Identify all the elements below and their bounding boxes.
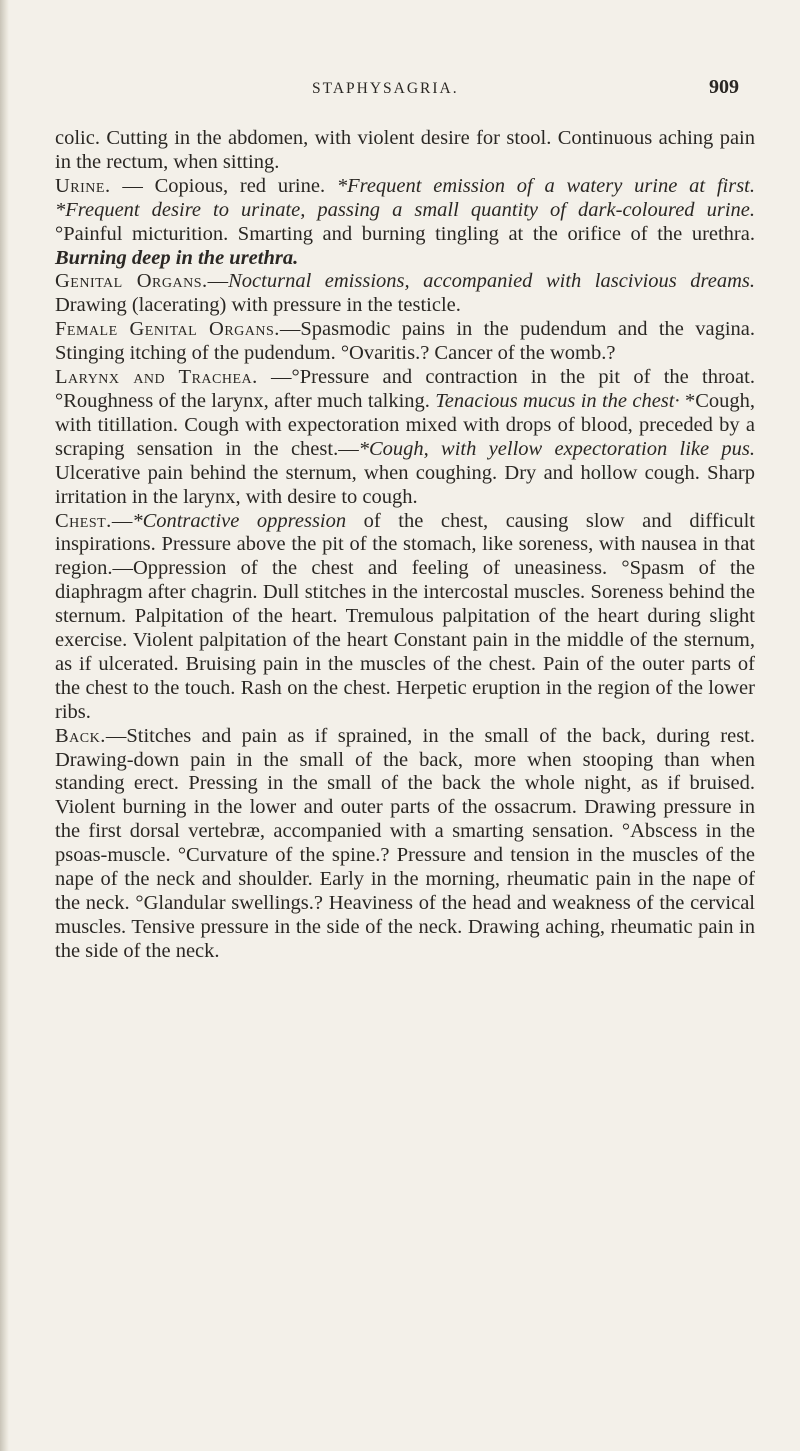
running-title: STAPHYSAGRIA. xyxy=(312,80,459,97)
text-run: —Stitches and pain as if sprained, in the small of the back, during rest. Drawing-down pain in the small of the back, more when stooping than when standing erect. Pressing in the small of the back the whole night, as if bruised. Violent burning in the lower and outer parts of the ossacrum. Drawing pressure in the first dorsal vertebræ, accompanied with a smarting sensation. °Abscess in the psoas-muscle. °Curvature of the spine.? Pressure and tension in the muscles of the nape of the neck and shoulder. Early in the morning, rheumatic pain in the nape of the neck. °Glandular swellings.? Heaviness of the head and weakness of the cervical muscles. Tensive pressure in the side of the neck. Drawing aching, rheumatic pain in the side of the neck. xyxy=(55,724,755,962)
text-run: *Cough, with yellow expectoration like pus. xyxy=(358,437,755,460)
text-run: —Spasmodic pains in the pudendum and the vagina. Stinging itching of the pudendum. °Ovaritis.? Cancer of the womb.? xyxy=(55,318,755,365)
text-run: colic. Cutting in the abdomen, with violent desire for stool. Continuous aching pain in the rectum, when sitting. xyxy=(55,127,755,173)
page-header xyxy=(0,76,800,106)
text-run: °Painful micturition. Smarting and burning tingling at the orifice of the urethra. xyxy=(55,222,755,245)
text-run: Burning deep in the urethra. xyxy=(55,246,299,269)
paragraph xyxy=(55,127,755,175)
paragraph xyxy=(55,366,755,509)
paragraph xyxy=(55,318,755,366)
section-heading: Back. xyxy=(55,724,106,747)
body-text xyxy=(55,127,755,964)
text-run: Drawing (lacerating) with pressure in the testicle. xyxy=(55,294,461,317)
section-heading: Chest. xyxy=(55,509,112,532)
paragraph xyxy=(55,270,755,318)
section-heading: Urine. xyxy=(55,174,111,197)
section-heading: Genital Organs. xyxy=(55,270,208,293)
text-run: —°Pressure and contraction in the pit of the throat. °Roughness of the larynx, after much talking. xyxy=(55,366,755,412)
paragraph xyxy=(55,725,755,964)
page-number: 909 xyxy=(709,76,739,98)
paragraph xyxy=(55,175,755,271)
text-run: — Copious, red urine. xyxy=(110,174,337,197)
text-run: Nocturnal emissions, accompanied with lascivious dreams. xyxy=(228,270,755,293)
paragraph xyxy=(55,510,755,725)
text-run: *Contractive oppression xyxy=(132,509,347,532)
text-run: Ulcerative pain behind the sternum, when coughing. Dry and hollow cough. Sharp irritation in the larynx, with desire to cough. xyxy=(55,461,755,508)
text-run: *Frequent emission of a watery urine at first. *Frequent desire to urinate, passing a small quantity of dark-coloured urine. xyxy=(55,174,755,221)
section-heading: Female Genital Organs. xyxy=(55,318,280,341)
section-heading: Larynx and Trachea. xyxy=(55,366,258,389)
text-run: — xyxy=(207,270,229,293)
text-run: Tenacious mucus in the chest· xyxy=(435,389,680,412)
text-run: of the chest, causing slow and difficult inspirations. Pressure above the pit of the stomach, like soreness, with nausea in that region.—Oppression of the chest and feeling of uneasiness. °Spasm of the diaphragm after chagrin. Dull stitches in the intercostal muscles. Soreness behind the sternum. Palpitation of the heart. Tremulous palpitation of the heart during slight exercise. Violent palpitation of the heart Constant pain in the middle of the sternum, as if ulcerated. Bruising pain in the muscles of the chest. Pain of the outer parts of the chest to the touch. Rash on the chest. Herpetic eruption in the region of the lower ribs. xyxy=(55,509,755,723)
text-run: *Cough, with titillation. Cough with expectoration mixed with drops of blood, preceded by a scraping sensation in the chest.— xyxy=(55,389,755,460)
page-binding-edge xyxy=(0,0,9,1451)
text-run: — xyxy=(111,509,133,532)
